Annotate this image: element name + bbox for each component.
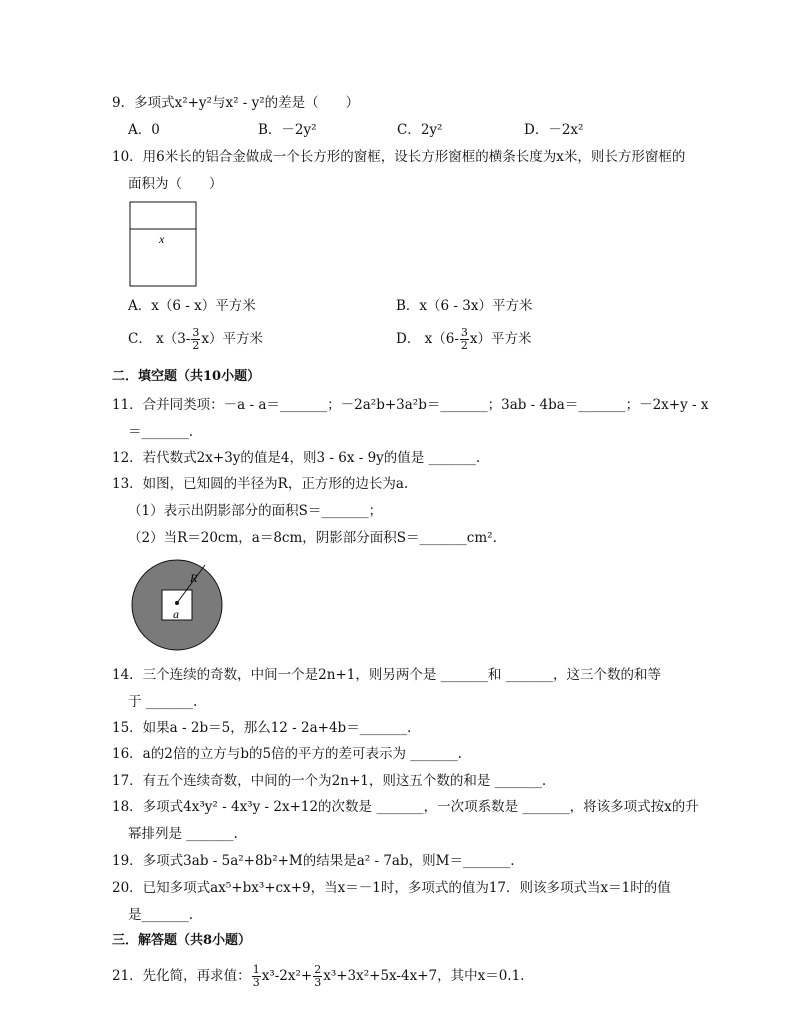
q18-line1: 18．多项式4x³y² - 4x³y - 2x+12的次数是 _______，一次项系数是 _______，将该多项式按x的升 — [112, 799, 699, 815]
q13-stem: 13．如图，已知圆的半径为R，正方形的边长为a. — [112, 476, 409, 492]
q20-line2: 是_______. — [128, 907, 194, 923]
q21 — [112, 964, 524, 989]
q10-option-d[interactable] — [396, 327, 532, 352]
q10-option-d-label: D． — [396, 331, 421, 347]
fraction: $\frac{3}{2}$ — [460, 326, 468, 352]
q11-line1: 11．合并同类项：－a - a＝_______；－2a²b+3a²b＝_______；3ab - 4ba＝_______；－2x+y - x — [112, 397, 709, 413]
q10-option-a[interactable]: A．x（6 - x）平方米 — [128, 298, 256, 314]
q17: 17．有五个连续奇数，中间的一个为2n+1，则这五个数的和是 _______. — [112, 773, 547, 789]
q9-option-c[interactable]: C．2y² — [397, 122, 443, 138]
q10-option-b[interactable]: B．x（6 - 3x）平方米 — [396, 298, 533, 314]
q18-line2: 幂排列是 _______. — [128, 826, 238, 842]
fig-r-label: R — [190, 571, 198, 585]
fig-x-label: x — [159, 232, 165, 246]
q10-option-d-post: x）平方米 — [469, 331, 532, 347]
q20-line1: 20．已知多项式ax⁵+bx³+cx+9，当x＝－1时，多项式的值为17．则该多项式当x＝1时的值 — [112, 880, 671, 896]
q13-sub2: （2）当R＝20cm，a＝8cm，阴影部分面积S＝_______cm². — [128, 530, 497, 546]
q10-stem-line2: 面积为（ ） — [128, 176, 223, 192]
q16: 16．a的2倍的立方与b的5倍的平方的差可表示为 _______. — [112, 746, 462, 762]
fraction: $\frac{1}{3}$ — [252, 963, 260, 989]
q19: 19．多项式3ab - 5a²+8b²+M的结果是a² - 7ab，则M＝_______. — [112, 853, 515, 869]
circle-square-figure — [128, 558, 228, 656]
q10-option-c-post: x）平方米 — [201, 331, 264, 347]
q9-option-d[interactable]: D．－2x² — [524, 122, 584, 138]
window-frame-figure — [128, 200, 200, 290]
q21-label: 21．先化简，再求值： — [112, 968, 251, 984]
q9-stem: 9．多项式x²+y²与x² - y²的差是（ ） — [112, 95, 360, 111]
q10-option-c-label: C． — [128, 331, 152, 347]
q10-stem-line1: 10．用6米长的铝合金做成一个长方形的窗框，设长方形窗框的横条长度为x米，则长方形窗框的 — [112, 149, 686, 165]
q9-option-a[interactable]: A．0 — [128, 122, 160, 138]
section-3-heading: 三．解答题（共8小题） — [112, 933, 252, 948]
section-2-heading: 二．填空题（共10小题） — [112, 369, 261, 384]
q21-part1: x³-2x²+ — [261, 968, 313, 984]
q14-line2: 于 _______. — [128, 694, 198, 710]
q13-sub1: （1）表示出阴影部分的面积S＝_______； — [128, 503, 383, 519]
q10-option-d-pre: x（6- — [424, 331, 459, 347]
q15: 15．如果a - 2b＝5，那么12 - 2a+4b＝_______. — [112, 720, 412, 736]
q11-line2: ＝_______. — [128, 424, 194, 440]
q21-part2: x³+3x²+5x-4x+7，其中x＝0.1. — [323, 968, 525, 984]
q10-option-c[interactable] — [128, 327, 263, 352]
q10-option-c-pre: x（3- — [156, 331, 191, 347]
fig-a-label: a — [173, 607, 179, 621]
fraction: $\frac{2}{3}$ — [314, 963, 322, 989]
q9-option-b[interactable]: B．－2y² — [258, 122, 317, 138]
fraction: $\frac{3}{2}$ — [192, 326, 200, 352]
q12: 12．若代数式2x+3y的值是4，则3 - 6x - 9y的值是 _______. — [112, 450, 481, 466]
q14-line1: 14．三个连续的奇数，中间一个是2n+1，则另两个是 _______和 _______，这三个数的和等 — [112, 667, 661, 683]
